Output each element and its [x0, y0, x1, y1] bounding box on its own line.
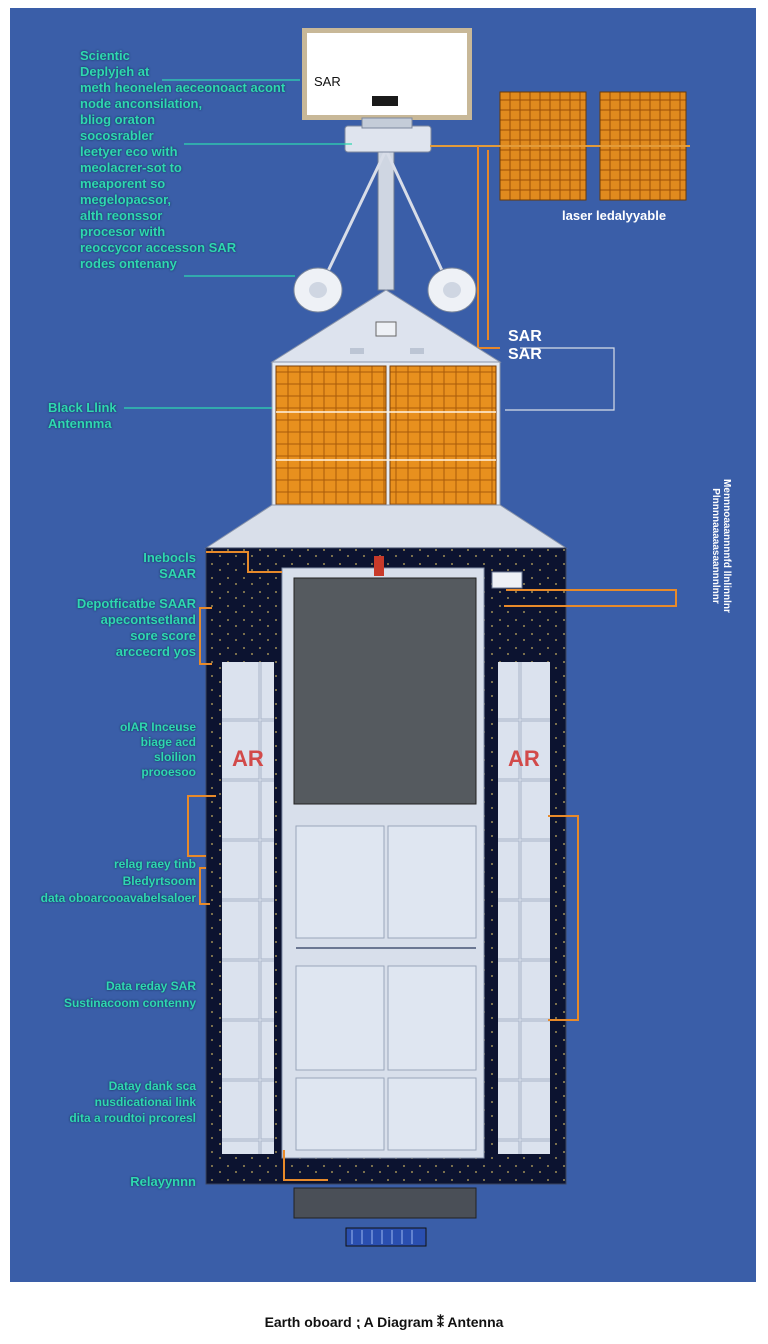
label-datay: Datay dank sca nusdicationai link dita a roudtoi prcoresl	[69, 1079, 196, 1125]
solar-array-label: laser ledalyyable	[562, 208, 667, 223]
red-mark-left: AR	[232, 746, 264, 771]
label-relayynnn: Relayynnn	[130, 1174, 196, 1189]
label-inebocls: Inebocls SAAR	[143, 550, 196, 581]
label-scientic: Scientic Deplyjeh at meth heonelen aeceonoact acont node anconsilation, bliog oraton socosrabler leetyer eco with meolacrer-sot to meaporent so megelopacsor, alth reonssor procesor with reoccycor accesson SAR rodes ontenany	[80, 48, 286, 271]
sar-reflector-panel	[302, 28, 472, 120]
label-depotficatbe: Depotficatbe SAAR apecontsetland sore score arccecrd yos	[76, 596, 196, 659]
sar-tag-1: SAR	[508, 328, 542, 345]
label-relay: relag raey tinb Bledyrtsoom data oboarcooavabelsaloer	[40, 857, 196, 905]
engine-block	[294, 1188, 476, 1246]
side-vertical-text-content: Mennnoaaannnnfd llnlinnlnr Plnnnnaaaaasaannnlnnr	[710, 479, 732, 613]
feed-lines	[478, 146, 500, 348]
red-mark-right: AR	[508, 746, 540, 771]
diagram-caption: Earth oboard ⁏ A Diagram ⁑ Antenna	[264, 1314, 504, 1330]
bus-shoulder	[206, 505, 566, 548]
sar-panel-label: SAR	[314, 74, 341, 89]
label-black-link-antenna: Black Llink Antennma	[48, 400, 117, 431]
side-vertical-text	[706, 470, 736, 630]
label-data-reday: Data reday SAR Sustinacoom contenny	[63, 979, 196, 1010]
sar-tag-2: SAR	[508, 346, 542, 363]
main-bus	[206, 548, 566, 1184]
label-oiar: oIAR Inceuse biage acd sloilion prooesoo	[119, 720, 196, 779]
